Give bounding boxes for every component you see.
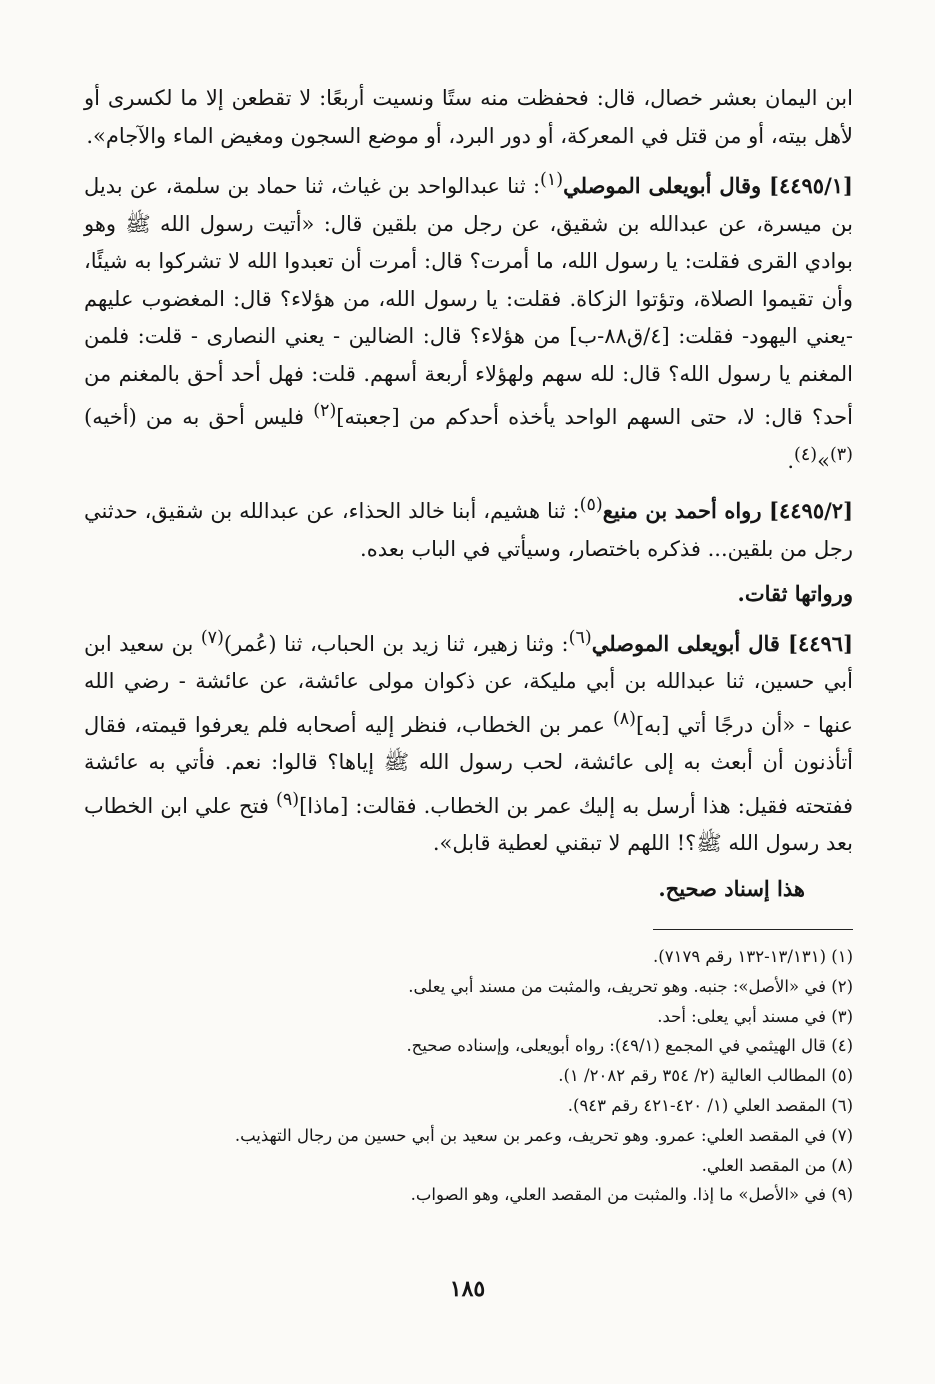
hadith-text-3: عمر بن الخطاب، فنظر إليه أصحابه فلم يعرفوا قيمته، فقال أتأذنون أن أبعث به إلى عائشة، لحب رسول الله ﷺ إياها؟ قالوا: نعم. فأتي به عائشة ففتحته فقيل: هذا أرسل به إليك عمر بن الخطاب. فقالت: [ماذا] <box>84 712 854 818</box>
hadith-4495-1 <box>84 162 853 480</box>
footnote-4: (٤) قال الهيثمي في المجمع (٤٩/١): رواه أبويعلى، وإسناده صحيح. <box>406 1036 853 1056</box>
hadith-4496 <box>84 620 853 863</box>
footnotes <box>84 942 853 1210</box>
main-text <box>84 80 853 907</box>
isnad-verdict: هذا إسناد صحيح. <box>658 875 805 901</box>
hadith-text-3: » <box>817 448 830 473</box>
hadith-text-4: . <box>787 448 795 473</box>
page-number: ١٨٥ <box>449 1276 486 1302</box>
footnote-ref-3[interactable]: (٣) <box>829 444 853 465</box>
footnote-5: (٥) المطالب العالية (٢/ ٣٥٤ رقم ٢٠٨٢/ ١). <box>558 1066 853 1086</box>
hadith-4495-2 <box>84 487 853 568</box>
hadith-text-2: فليس أحق به من (أخيه) <box>84 405 314 429</box>
hadith-text: : ثنا عبدالواحد بن غياث، ثنا حماد بن سلمة، عن بديل بن ميسرة، عن عبدالله بن شقيق، عن رجل من بلقين قال: «أتيت رسول الله ﷺ وهو بوادي القرى فقلت: يا رسول الله، ما أمرت؟ قال: أمرت أن تعبدوا الله لا تشركوا به شيئًا، وأن تقيموا الصلاة، وتؤتوا الزكاة. فقلت: يا رسول الله، من هؤلاء؟ قال: المغضوب عليهم -يعني اليهود- فقلت: [٤/ق٨٨-ب] من هؤلاء؟ قال: الضالين - يعني النصارى - قلت: فلمن المغنم يا رسول الله؟ قال: لله سهم ولهؤلاء أربعة أسهم. قلت: فهل أحد أحق بالمغنم من أحد؟ قال: لا، حتى السهم الواحد يأخذه أحدكم من [جعبته] <box>84 174 853 429</box>
footnote-2: (٢) في «الأصل»: جنبه. وهو تحريف، والمثبت من مسند أبي يعلى. <box>408 976 853 996</box>
hadith-header: [٤٤٩٦] قال أبويعلى الموصلي <box>591 630 853 656</box>
hadith-text: : وثنا زهير، ثنا زيد بن الحباب، ثنا (عُمر) <box>223 631 569 656</box>
footnote-8: (٨) من المقصد العلي. <box>701 1155 853 1175</box>
footnote-ref-8[interactable]: (٨) <box>612 708 636 729</box>
footnote-9: (٩) في «الأصل» ما إذا. والمثبت من المقصد العلي، وهو الصواب. <box>410 1185 853 1205</box>
footnote-7: (٧) في المقصد العلي: عمرو. وهو تحريف، وعمر بن سعيد بن أبي حسين من رجال التهذيب. <box>234 1125 853 1145</box>
narrators-note: ورواتها ثقات. <box>737 581 853 606</box>
footnote-ref-5[interactable]: (٥) <box>579 495 603 515</box>
footnote-3: (٣) في مسند أبي يعلى: أحد. <box>657 1006 853 1026</box>
footnote-ref-9[interactable]: (٩) <box>276 789 300 810</box>
footnote-ref-4[interactable]: (٤) <box>794 444 818 465</box>
hadith-text: : ثنا هشيم، أبنا خالد الحذاء، عن عبدالله بن شقيق، حدثني رجل من بلقين... فذكره باختصار، وسيأتي في الباب بعده. <box>84 499 853 561</box>
footnote-ref-7[interactable]: (٧) <box>200 627 224 648</box>
footnote-ref-1[interactable]: (١) <box>540 170 564 190</box>
footnote-ref-2[interactable]: (٢) <box>313 401 337 421</box>
hadith-header: [٤٤٩٥/١] وقال أبويعلى الموصلي <box>563 173 853 198</box>
hadith-text-2: بن سعيد ابن أبي حسين، ثنا عبدالله بن أبي مليكة، عن ذكوان مولى عائشة، عن عائشة - رضي الله عنها - «أن درجًا أتي [به] <box>84 631 853 737</box>
paragraph-continuation: ابن اليمان بعشر خصال، قال: فحفظت منه ستًا ونسيت أربعًا: لا تقطعن إلا ما لكسرى أو لأهل بيته، أو من قتل في المعركة، أو دور البرد، أو موضع السجون ومغيض الماء والآجام». <box>84 86 853 148</box>
footnote-1: (١) (١٣/١٣١-١٣٢ رقم ٧١٧٩). <box>653 947 853 966</box>
hadith-header: [٤٤٩٥/٢] رواه أحمد بن منيع <box>602 498 853 523</box>
hadith-text-4: فتح علي ابن الخطاب بعد رسول الله ﷺ؟! اللهم لا تبقني لعطية قابل». <box>84 793 853 855</box>
footnote-6: (٦) المقصد العلي (١/ ٤٢٠-٤٢١ رقم ٩٤٣). <box>567 1095 853 1115</box>
footnote-separator <box>653 929 853 930</box>
footnote-ref-6[interactable]: (٦) <box>568 627 592 648</box>
